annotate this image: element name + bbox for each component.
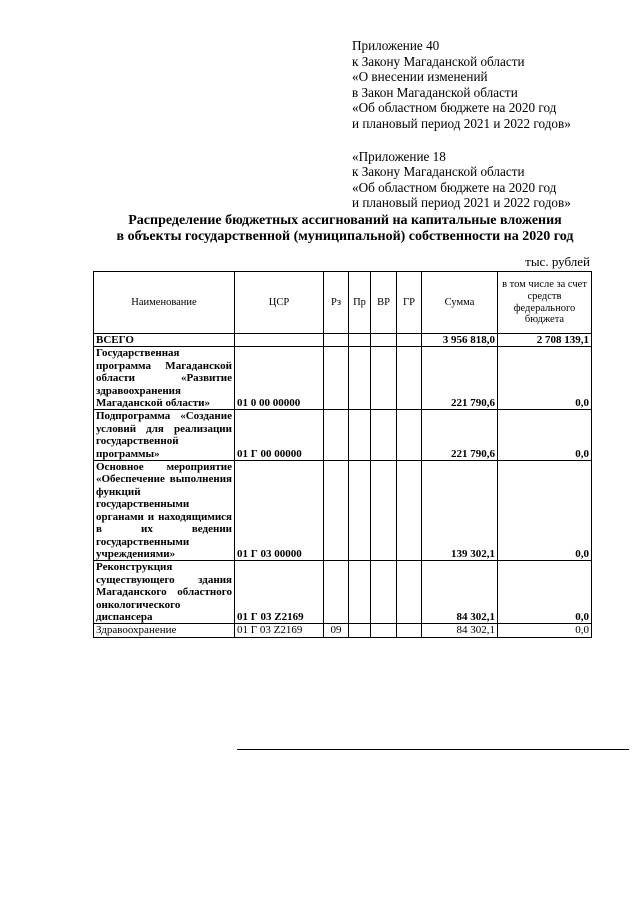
cell-csr: 01 Г 03 00000 (235, 461, 324, 561)
cell-name: Подпрограмма «Создание условий для реализации государственной программы» (94, 410, 235, 461)
cell-vr (371, 561, 397, 624)
appendix-header (352, 38, 637, 211)
col-header-name: Наименование (94, 272, 235, 334)
cell-pr (349, 334, 371, 347)
cell-rz (324, 347, 349, 410)
col-header-rz: Рз (324, 272, 349, 334)
cell-vr (371, 347, 397, 410)
cell-name: Государственная программа Магаданской области «Развитие здравоохранения Магаданской области» (94, 347, 235, 410)
cell-sum: 3 956 818,0 (422, 334, 498, 347)
cell-sum: 221 790,6 (422, 410, 498, 461)
appendix-line: «О внесении изменений (352, 69, 488, 85)
cell-pr (349, 624, 371, 637)
col-header-federal: в том числе за счет средств федерального бюджета (498, 272, 592, 334)
cell-gr (397, 461, 422, 561)
cell-name: Основное мероприятие «Обеспечение выполнения функций государственными органами и находящимися в их ведении государственными учреждениями» (94, 461, 235, 561)
original-appendix-line: к Закону Магаданской области (352, 164, 525, 180)
cell-vr (371, 410, 397, 461)
cell-name: Здравоохранение (94, 624, 235, 637)
cell-csr (235, 334, 324, 347)
cell-name: Реконструкция существующего здания Магаданского областного онкологического диспансера (94, 561, 235, 624)
cell-pr (349, 410, 371, 461)
cell-gr (397, 334, 422, 347)
title-line-2: в объекты государственной (муниципальной) собственности на 2020 год (116, 229, 574, 244)
cell-federal: 0,0 (498, 624, 592, 637)
col-header-sum: Сумма (422, 272, 498, 334)
cell-gr (397, 410, 422, 461)
cell-vr (371, 624, 397, 637)
col-header-vr: ВР (371, 272, 397, 334)
col-header-gr: ГР (397, 272, 422, 334)
appendix-line: в Закон Магаданской области (352, 84, 518, 100)
table-header-row (94, 272, 592, 334)
cell-rz: 09 (324, 624, 349, 637)
cell-sum: 139 302,1 (422, 461, 498, 561)
appendix-line: Приложение 40 (352, 38, 440, 53)
cell-csr: 01 0 00 00000 (235, 347, 324, 410)
cell-federal: 0,0 (498, 410, 592, 461)
original-appendix-line: «Об областном бюджете на 2020 год (352, 179, 557, 195)
cell-sum: 84 302,1 (422, 624, 498, 637)
cell-pr (349, 461, 371, 561)
cell-name: ВСЕГО (94, 334, 235, 347)
col-header-pr: Пр (349, 272, 371, 334)
cell-csr: 01 Г 00 00000 (235, 410, 324, 461)
cell-vr (371, 461, 397, 561)
appendix-line: и плановый период 2021 и 2022 годов» (352, 115, 571, 131)
cell-csr: 01 Г 03 Z2169 (235, 624, 324, 637)
footer-divider (237, 749, 629, 750)
cell-csr: 01 Г 03 Z2169 (235, 561, 324, 624)
cell-rz (324, 461, 349, 561)
cell-sum: 221 790,6 (422, 347, 498, 410)
document-title (80, 213, 610, 245)
cell-federal: 0,0 (498, 461, 592, 561)
table-row-total (94, 334, 592, 347)
cell-rz (324, 410, 349, 461)
title-line-1: Распределение бюджетных ассигнований на капитальные вложения (128, 213, 562, 228)
appendix-line: «Об областном бюджете на 2020 год (352, 100, 557, 116)
cell-rz (324, 334, 349, 347)
appendix-line: к Закону Магаданской области (352, 53, 525, 69)
units-label: тыс. рублей (525, 254, 590, 269)
budget-table (93, 271, 592, 638)
col-header-csr: ЦСР (235, 272, 324, 334)
table-row (94, 461, 592, 561)
cell-pr (349, 561, 371, 624)
cell-federal: 0,0 (498, 347, 592, 410)
cell-gr (397, 561, 422, 624)
original-appendix-line: «Приложение 18 (352, 148, 446, 164)
cell-gr (397, 624, 422, 637)
cell-rz (324, 561, 349, 624)
table-row (94, 347, 592, 410)
table-row (94, 624, 592, 637)
original-appendix-line: и плановый период 2021 и 2022 годов» (352, 195, 571, 211)
cell-federal: 0,0 (498, 561, 592, 624)
cell-federal: 2 708 139,1 (498, 334, 592, 347)
table-row (94, 410, 592, 461)
table-row (94, 561, 592, 624)
cell-pr (349, 347, 371, 410)
cell-gr (397, 347, 422, 410)
cell-sum: 84 302,1 (422, 561, 498, 624)
cell-vr (371, 334, 397, 347)
